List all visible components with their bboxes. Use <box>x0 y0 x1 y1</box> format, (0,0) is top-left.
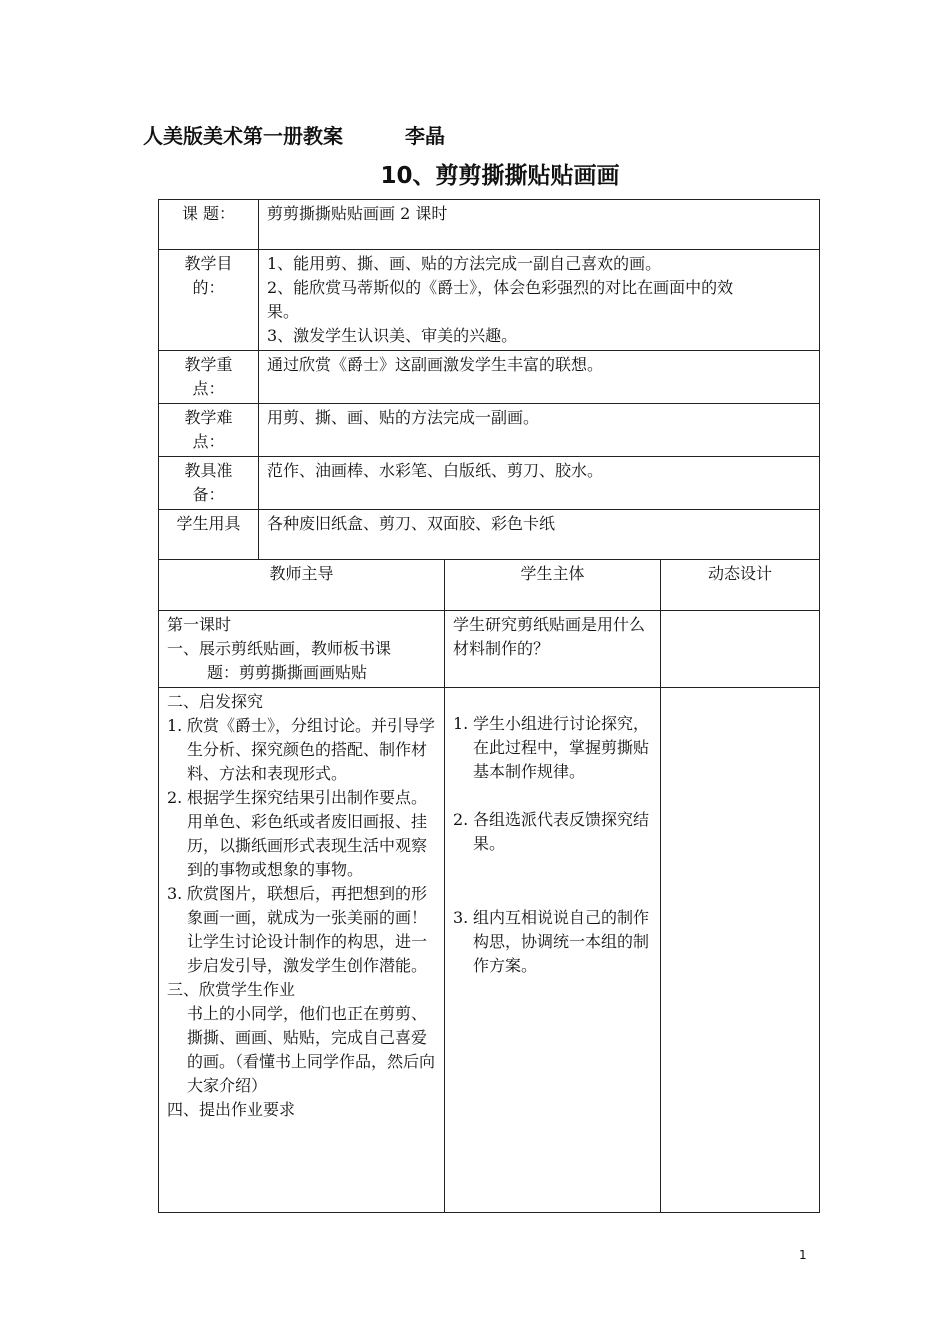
topic-label: 课 题： <box>159 200 259 250</box>
section2-heading: 二、启发探究 <box>167 692 264 711</box>
tools-label: 教具准备： <box>159 457 259 510</box>
row-focus <box>159 351 820 404</box>
section4-heading: 四、提出作业要求 <box>167 1100 296 1119</box>
col-header-design: 动态设计 <box>661 560 820 611</box>
col-header-student: 学生主体 <box>445 560 661 611</box>
lesson1-design <box>661 611 820 688</box>
row-topic <box>159 200 820 250</box>
teacher-step-3: 3. 欣赏图片，联想后，再把想到的形象画一画，就成为一张美丽的画！让学生讨论设计制作的构思，进一步启发引导，激发学生创作潜能。 <box>167 884 428 975</box>
row-column-headers <box>159 560 820 611</box>
difficulty-value: 用剪、撕、画、贴的方法完成一副画。 <box>259 404 820 457</box>
focus-label: 教学重点： <box>159 351 259 404</box>
row-tools <box>159 457 820 510</box>
row-student-tools <box>159 510 820 560</box>
lesson1-teacher <box>159 611 445 688</box>
document-header <box>143 120 445 149</box>
row-explore <box>159 688 820 1213</box>
row-difficulty <box>159 404 820 457</box>
lesson1-student: 学生研究剪纸贴画是用什么材料制作的？ <box>445 611 661 688</box>
difficulty-label: 教学难点： <box>159 404 259 457</box>
teacher-step-2: 2. 根据学生探究结果引出制作要点。用单色、彩色纸或者废旧画报、挂历，以撕纸画形式表现生活中观察到的事物或想象的事物。 <box>167 788 428 879</box>
course-name: 人美版美术第一册教案 <box>143 124 343 148</box>
student-step-3: 3. 组内互相说说自己的制作构思，协调统一本组的制作方案。 <box>453 908 650 975</box>
lesson1-item1-cont: 题：剪剪撕撕画画贴贴 <box>207 663 368 682</box>
explore-teacher <box>159 688 445 1213</box>
page-number: 1 <box>799 1248 807 1262</box>
row-lesson1 <box>159 611 820 688</box>
student-tools-label: 学生用具 <box>159 510 259 560</box>
lesson-title: 10、剪剪撕撕贴贴画画 <box>380 163 620 189</box>
student-tools-value: 各种废旧纸盒、剪刀、双面胶、彩色卡纸 <box>259 510 820 560</box>
lesson-plan-table <box>158 199 820 1213</box>
student-step-2: 2. 各组选派代表反馈探究结果。 <box>453 810 650 853</box>
focus-value: 通过欣赏《爵士》这副画激发学生丰富的联想。 <box>259 351 820 404</box>
topic-value: 剪剪撕撕贴贴画画 2 课时 <box>259 200 820 250</box>
row-goals <box>159 250 820 351</box>
author-name: 李晶 <box>405 124 445 148</box>
section3-heading: 三、欣赏学生作业 <box>167 980 296 999</box>
tools-value: 范作、油画棒、水彩笔、白版纸、剪刀、胶水。 <box>259 457 820 510</box>
teacher-step-1: 1. 欣赏《爵士》，分组讨论。并引导学生分析、探究颜色的搭配、制作材料、方法和表现形式。 <box>167 716 436 783</box>
lesson1-heading: 第一课时 <box>167 615 232 634</box>
lesson1-item1: 一、展示剪纸贴画，教师板书课 <box>167 639 392 658</box>
goal-item: 3、激发学生认识美、审美的兴趣。 <box>267 326 518 345</box>
section3-text: 书上的小同学，他们也正在剪剪、撕撕、画画、贴贴，完成自己喜爱的画。（看懂书上同学作品，然后向大家介绍） <box>187 1004 436 1095</box>
col-header-teacher: 教师主导 <box>159 560 445 611</box>
student-step-1: 1. 学生小组进行讨论探究，在此过程中，掌握剪撕贴基本制作规律。 <box>453 714 650 781</box>
goal-list <box>259 250 820 351</box>
explore-design <box>661 688 820 1213</box>
goal-item: 1、能用剪、撕、画、贴的方法完成一副自己喜欢的画。 <box>267 254 662 273</box>
explore-student <box>445 688 661 1213</box>
goal-label: 教学目的： <box>159 250 259 351</box>
goal-item: 2、能欣赏马蒂斯似的《爵士》，体会色彩强烈的对比在画面中的效果。 <box>267 278 734 321</box>
